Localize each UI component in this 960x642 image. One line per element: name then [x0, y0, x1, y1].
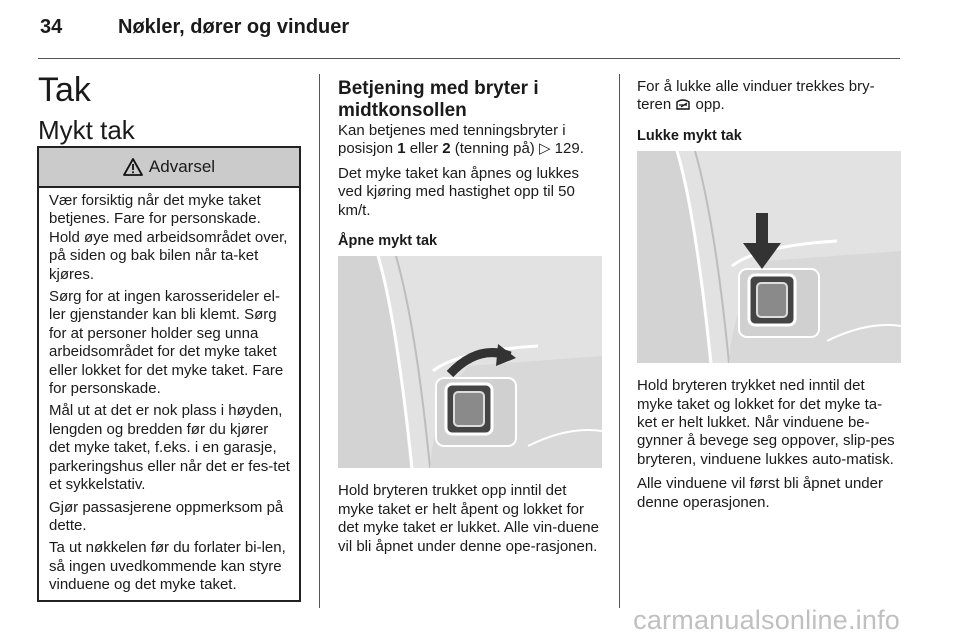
warning-paragraph: Sørg for at ingen karosserideler el-ler gjenstander kan bli klemt. Sørg for at personer holder seg unna arbeidsområdet for det myke taket eller lokket for det myke taket. Fare for personskade. — [49, 288, 284, 398]
section-title: Tak — [38, 71, 91, 109]
close-roof-paragraph: Hold bryteren trykket ned inntil det myke taket og lokket for det myke ta-ket er helt lukket. Når vinduene be-gynner å bevege seg oppover, slip-pes bryteren, vinduene lukkes auto-matisk. — [637, 377, 895, 468]
position-2: 2 — [442, 140, 451, 158]
windows-note-paragraph: Alle vinduene vil først bli åpnet under denne operasjonen. — [637, 475, 883, 511]
text-span: For å lukke alle vinduer trekkes bry-teren — [637, 78, 875, 114]
close-roof-illustration — [637, 151, 901, 363]
column-close — [637, 78, 901, 518]
header-rule — [38, 58, 900, 59]
windows-paragraph — [637, 78, 901, 115]
open-roof-paragraph: Hold bryteren trukket opp inntil det myke taket er helt åpent og lokket for det myke taket er lukket. Alle vin-duene vil bli åpnet under denne ope-rasjonen. — [338, 482, 599, 555]
warning-header — [39, 148, 299, 188]
warning-paragraph: Gjør passasjerene oppmerksom på dette. — [49, 498, 284, 534]
column-divider — [319, 74, 320, 608]
position-1: 1 — [397, 140, 406, 158]
roof-switch-icon — [675, 97, 691, 111]
speed-paragraph: Det myke taket kan åpnes og lukkes ved kjøring med hastighet opp til 50 km/t. — [338, 164, 579, 219]
watermark: carmanualsonline.info — [633, 605, 900, 635]
section-subtitle: Mykt tak — [38, 115, 135, 145]
controls-heading: Betjening med bryter i midtkonsollen — [338, 78, 539, 121]
warning-paragraph: Mål ut at det er nok plass i høyden, lengden og bredden før du kjører det myke taket, f.eks. i en garasje, parkeringshus eller når det er fes-tet et sykkelstativ. — [49, 402, 290, 494]
warning-box — [37, 146, 301, 602]
text-span: eller — [405, 140, 443, 158]
chapter-title: Nøkler, dører og vinduer — [118, 16, 350, 38]
warning-triangle-icon — [123, 158, 143, 176]
warning-paragraph: Ta ut nøkkelen før du forlater bi-len, så ingen uvedkommende kan styre vinduene og det myke taket. — [49, 539, 286, 594]
text-span: Kan betjenes med tenningsbryter i posisjon — [338, 122, 566, 158]
column-controls — [338, 78, 606, 562]
text-span: (tenning på) — [450, 140, 539, 158]
ignition-paragraph — [338, 122, 606, 159]
page-reference: 129. — [550, 140, 584, 158]
page-number: 34 — [40, 16, 63, 38]
column-divider — [619, 74, 620, 608]
close-roof-heading: Lukke mykt tak — [637, 127, 742, 144]
page-reference-icon: ▷ — [538, 140, 551, 158]
open-roof-heading: Åpne mykt tak — [338, 233, 438, 250]
warning-title: Advarsel — [148, 157, 216, 176]
warning-body — [49, 192, 293, 599]
warning-paragraph: Vær forsiktig når det myke taket betjenes. Fare for personskade. Hold øye med arbeidsområdet over, på siden og bak bilen når ta-ket kjøres. — [49, 192, 288, 283]
text-span: opp. — [691, 96, 725, 114]
open-roof-illustration — [338, 256, 602, 468]
